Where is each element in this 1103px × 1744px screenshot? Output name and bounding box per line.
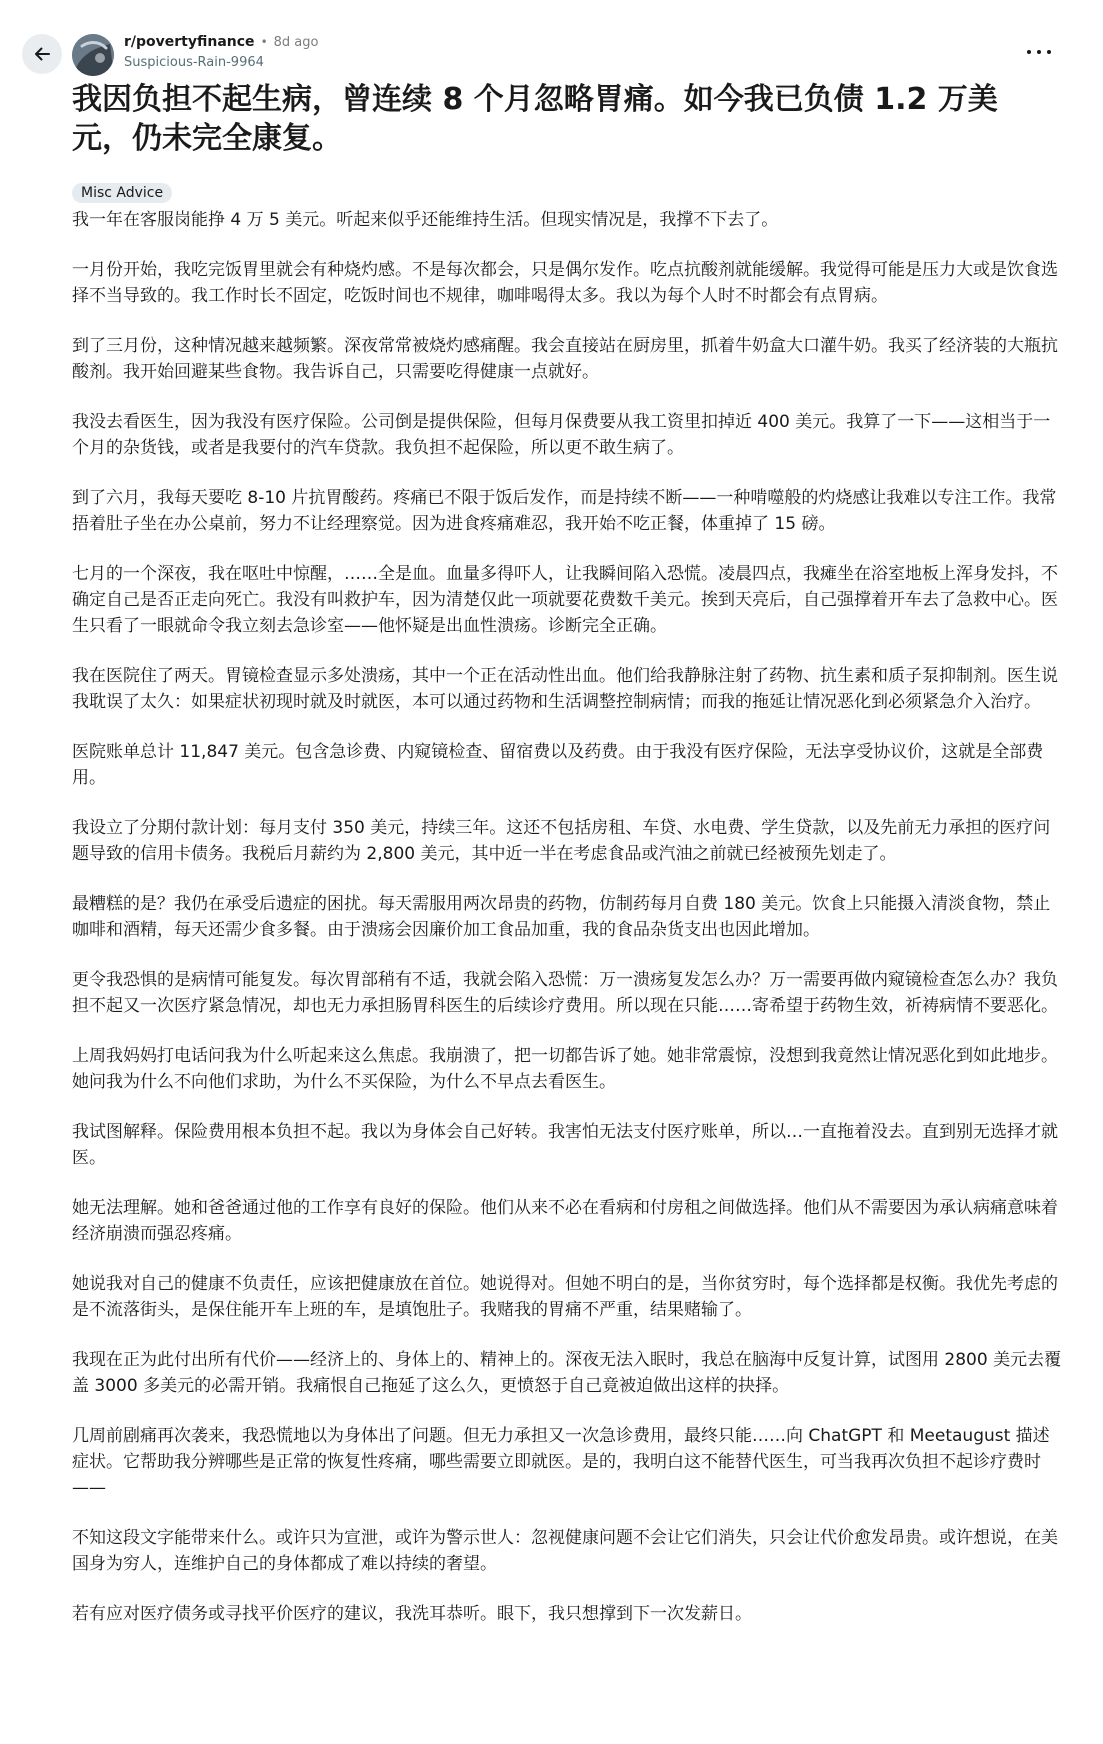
post-time: 8d ago xyxy=(273,34,319,50)
post-paragraph: 到了三月份，这种情况越来越频繁。深夜常常被烧灼感痛醒。我会直接站在厨房里，抓着牛奶盒大口灌牛奶。我买了经济装的大瓶抗酸剂。我开始回避某些食物。我告诉自己，只需要吃得健康一点就好。 xyxy=(72,336,1058,382)
post-paragraph: 医院账单总计 11,847 美元。包含急诊费、内窥镜检查、留宿费以及药费。由于我没有医疗保险，无法享受协议价，这就是全部费用。 xyxy=(72,742,1044,788)
post-paragraph: 我一年在客服岗能挣 4 万 5 美元。听起来似乎还能维持生活。但现实情况是，我撑不下去了。 xyxy=(72,210,779,230)
post-paragraph: 一月份开始，我吃完饭胃里就会有种烧灼感。不是每次都会，只是偶尔发作。吃点抗酸剂就能缓解。我觉得可能是压力大或是饮食选择不当导致的。我工作时长不固定，吃饭时间也不规律，咖啡喝得太多。我以为每个人时不时都会有点胃病。 xyxy=(72,260,1058,306)
post-paragraph: 上周我妈妈打电话问我为什么听起来这么焦虑。我崩溃了，把一切都告诉了她。她非常震惊，没想到我竟然让情况恶化到如此地步。她问我为什么不向他们求助，为什么不买保险，为什么不早点去看医生。 xyxy=(72,1046,1058,1092)
subreddit-name[interactable]: r/povertyfinance xyxy=(124,34,255,50)
post-paragraph: 七月的一个深夜，我在呕吐中惊醒，……全是血。血量多得吓人，让我瞬间陷入恐慌。凌晨四点，我瘫坐在浴室地板上浑身发抖，不确定自己是否正走向死亡。我没有叫救护车，因为清楚仅此一项就要花费数千美元。挨到天亮后，自己强撑着开车去了急救中心。医生只看了一眼就命令我立刻去急诊室——他怀疑是出血性溃疡。诊断完全正确。 xyxy=(72,564,1058,636)
post-paragraph: 几周前剧痛再次袭来，我恐慌地以为身体出了问题。但无力承担又一次急诊费用，最终只能……向 ChatGPT 和 Meetaugust 描述症状。它帮助我分辨哪些是正常的恢复性疼痛，哪些需要立即就医。是的，我明白这不能替代医生，可当我再次负担不起诊疗费时—— xyxy=(72,1426,1050,1498)
post-paragraph: 最糟糕的是？我仍在承受后遗症的困扰。每天需服用两次昂贵的药物，仿制药每月自费 180 美元。饮食上只能摄入清淡食物，禁止咖啡和酒精，每天还需少食多餐。由于溃疡会因廉价加工食品加重，我的食品杂货支出也因此增加。 xyxy=(72,894,1051,940)
post-paragraph: 我现在正为此付出所有代价——经济上的、身体上的、精神上的。深夜无法入眠时，我总在脑海中反复计算，试图用 2800 美元去覆盖 3000 多美元的必需开销。我痛恨自己拖延了这么久，更愤怒于自己竟被迫做出这样的抉择。 xyxy=(72,1350,1062,1396)
post-paragraph: 我设立了分期付款计划：每月支付 350 美元，持续三年。这还不包括房租、车贷、水电费、学生贷款，以及先前无力承担的医疗问题导致的信用卡债务。我税后月薪约为 2,800 美元，其中近一半在考虑食品或汽油之前就已经被预先划走了。 xyxy=(72,818,1051,864)
post-paragraph: 我在医院住了两天。胃镜检查显示多处溃疡，其中一个正在活动性出血。他们给我静脉注射了药物、抗生素和质子泵抑制剂。医生说我耽误了太久：如果症状初现时就及时就医，本可以通过药物和生活调整控制病情；而我的拖延让情况恶化到必须紧急介入治疗。 xyxy=(72,666,1058,712)
post-paragraph: 我没去看医生，因为我没有医疗保险。公司倒是提供保险，但每月保费要从我工资里扣掉近 400 美元。我算了一下——这相当于一个月的杂货钱，或者是我要付的汽车贷款。我负担不起保险，所以更不敢生病了。 xyxy=(72,412,1051,458)
more-options-button[interactable] xyxy=(1027,46,1051,58)
post-body xyxy=(72,207,1062,1651)
post-author[interactable]: Suspicious-Rain-9964 xyxy=(124,54,264,70)
post-paragraph: 更令我恐惧的是病情可能复发。每次胃部稍有不适，我就会陷入恐慌：万一溃疡复发怎么办？万一需要再做内窥镜检查怎么办？我负担不起又一次医疗紧急情况，却也无力承担肠胃科医生的后续诊疗费用。所以现在只能……寄希望于药物生效，祈祷病情不要恶化。 xyxy=(72,970,1058,1016)
post-meta xyxy=(124,34,318,71)
post-paragraph: 不知这段文字能带来什么。或许只为宣泄，或许为警示世人：忽视健康问题不会让它们消失，只会让代价愈发昂贵。或许想说，在美国身为穷人，连维护自己的身体都成了难以持续的奢望。 xyxy=(72,1528,1058,1574)
arrow-left-icon xyxy=(32,44,52,64)
post-paragraph: 她说我对自己的健康不负责任，应该把健康放在首位。她说得对。但她不明白的是，当你贫穷时，每个选择都是权衡。我优先考虑的是不流落街头，是保住能开车上班的车，是填饱肚子。我赌我的胃痛不严重，结果赌输了。 xyxy=(72,1274,1058,1320)
post-paragraph: 我试图解释。保险费用根本负担不起。我以为身体会自己好转。我害怕无法支付医疗账单，所以…一直拖着没去。直到别无选择才就医。 xyxy=(72,1122,1058,1168)
avatar-icon xyxy=(72,34,114,76)
subreddit-avatar[interactable] xyxy=(72,34,114,76)
post-title: 我因负担不起生病，曾连续 8 个月忽略胃痛。如今我已负债 1.2 万美元，仍未完全康复。 xyxy=(72,82,998,156)
post-header xyxy=(72,34,1063,78)
more-horizontal-icon xyxy=(1027,50,1031,54)
meta-separator: • xyxy=(260,35,268,50)
back-button[interactable] xyxy=(22,34,62,74)
post-paragraph: 到了六月，我每天要吃 8-10 片抗胃酸药。疼痛已不限于饭后发作，而是持续不断——一种啃噬般的灼烧感让我难以专注工作。我常捂着肚子坐在办公桌前，努力不让经理察觉。因为进食疼痛难忍，我开始不吃正餐，体重掉了 15 磅。 xyxy=(72,488,1057,534)
post-paragraph: 若有应对医疗债务或寻找平价医疗的建议，我洗耳恭听。眼下，我只想撑到下一次发薪日。 xyxy=(72,1604,752,1624)
post-paragraph: 她无法理解。她和爸爸通过他的工作享有良好的保险。他们从来不必在看病和付房租之间做选择。他们从不需要因为承认病痛意味着经济崩溃而强忍疼痛。 xyxy=(72,1198,1058,1244)
post-flair[interactable]: Misc Advice xyxy=(72,183,172,203)
